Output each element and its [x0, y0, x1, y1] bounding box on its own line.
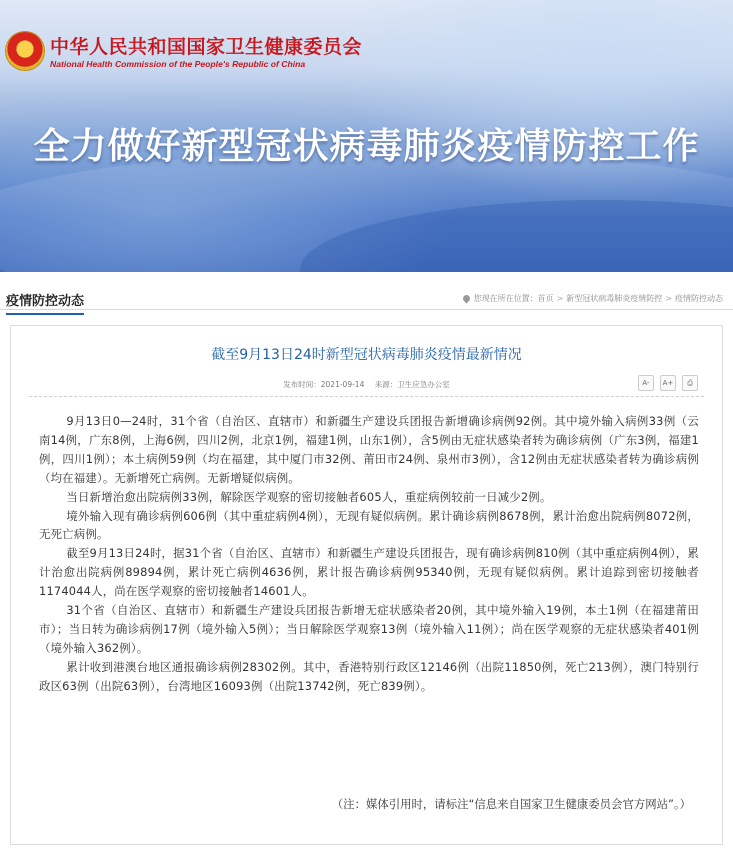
breadcrumb [463, 293, 723, 304]
divider [29, 396, 704, 397]
breadcrumb-location-label: 您现在所在位置： [473, 294, 538, 303]
national-emblem-icon[interactable] [6, 32, 44, 70]
section-title[interactable]: 疫情防控动态 [6, 290, 84, 315]
font-decrease-button[interactable]: A- [638, 375, 654, 391]
published-date [283, 380, 364, 389]
article-source [375, 380, 450, 389]
paragraph: 31个省（自治区、直辖市）和新疆生产建设兵团报告新增无症状感染者20例，其中境外输入19例，本土1例（在福建莆田市）；当日转为确诊病例17例（境外输入5例）；当日解除医学观察13例（境外输入11例）；尚在医学观察的无症状感染者401例（境外输入362例）。 [39, 603, 699, 655]
banner-slogan: 全力做好新型冠状病毒肺炎疫情防控工作 [33, 126, 700, 167]
article-title: 截至9月13日24时新型冠状病毒肺炎疫情最新情况 [211, 347, 522, 363]
paragraph: 累计收到港澳台地区通报确诊病例28302例。其中，香港特别行政区12146例（出院11850例，死亡213例），澳门特别行政区63例（出院63例），台湾地区16093例（出院13742例，死亡839例）。 [39, 659, 699, 693]
published-value: 2021-09-14 [320, 380, 365, 389]
org-name-en: National Health Commission of the People's Republic of China [50, 59, 306, 69]
location-pin-icon [461, 294, 471, 304]
media-citation-note: （注：媒体引用时，请标注“信息来自国家卫生健康委员会官方网站”。） [331, 797, 691, 811]
breadcrumb-separator: > [665, 294, 672, 303]
paragraph: 9月13日0—24时，31个省（自治区、直辖市）和新疆生产建设兵团报告新增确诊病例92例。其中境外输入病例33例（云南14例，广东8例，上海6例，四川2例，北京1例，福建1例，山东1例），含5例由无症状感染者转为确诊病例（广东3例，福建1例，四川1例）；本土病例59例（均在福建，其中厦门市32例、莆田市24例、泉州市3例），含12例由无症状感染者转为确诊病例（均在福建）。无新增死亡病例。无新增疑似病例。 [39, 414, 699, 485]
section-bar [0, 283, 733, 310]
article-meta [11, 379, 722, 390]
breadcrumb-current-link[interactable]: 疫情防控动态 [675, 294, 723, 303]
header-banner [0, 0, 733, 272]
print-icon[interactable]: ⎙ [682, 375, 698, 391]
org-name-cn[interactable]: 中华人民共和国国家卫生健康委员会 [50, 36, 363, 58]
source-label: 来源： [374, 380, 398, 389]
article-body [39, 412, 699, 696]
breadcrumb-home-link[interactable]: 首页 [537, 294, 554, 303]
article-tools [638, 375, 698, 391]
font-increase-button[interactable]: A+ [660, 375, 676, 391]
paragraph: 境外输入现有确诊病例606例（其中重症病例4例），无现有疑似病例。累计确诊病例8678例，累计治愈出院病例8072例，无死亡病例。 [39, 508, 699, 542]
paragraph: 当日新增治愈出院病例33例，解除医学观察的密切接触者605人，重症病例较前一日减少2例。 [66, 489, 552, 504]
paragraph: 截至9月13日24时，据31个省（自治区、直辖市）和新疆生产建设兵团报告，现有确诊病例810例（其中重症病例4例），累计治愈出院病例89894例，累计死亡病例4636例，累计报告确诊病例95340例，无现有疑似病例。累计追踪到密切接触者1174044人，尚在医学观察的密切接触者14601人。 [39, 546, 699, 599]
breadcrumb-separator: > [556, 294, 564, 303]
source-value: 卫生应急办公室 [397, 380, 450, 389]
article-panel [10, 325, 723, 845]
published-label: 发布时间： [283, 380, 321, 389]
breadcrumb-covid-link[interactable]: 新型冠状病毒肺炎疫情防控 [566, 294, 663, 303]
